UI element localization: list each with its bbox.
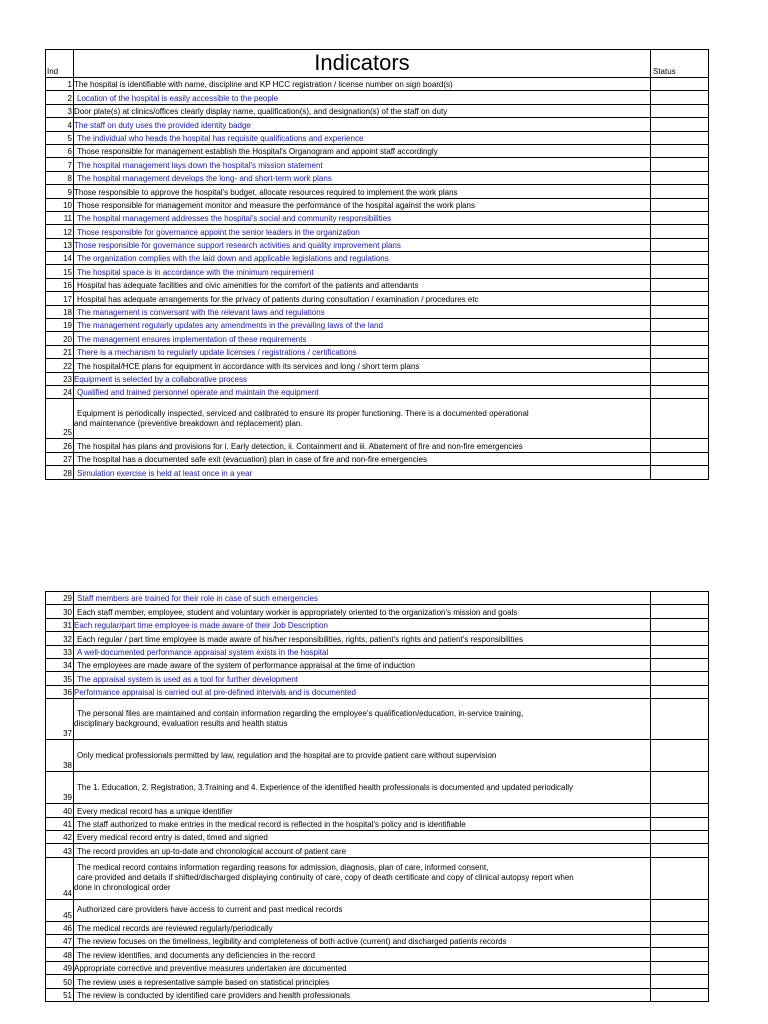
indicator-text: Staff members are trained for their role in case of such emergencies [74,592,651,605]
row-number: 9 [46,185,74,198]
table-row [46,658,709,671]
row-number: 48 [46,948,74,961]
indicator-text: The individual who heads the hospital has requisite qualifications and experience [74,131,651,144]
table-row [46,857,709,899]
indicators-table-2 [45,591,709,1002]
status-cell[interactable] [651,131,709,144]
status-cell[interactable] [651,185,709,198]
row-number: 50 [46,975,74,988]
table-row [46,699,709,740]
status-cell[interactable] [651,772,709,804]
status-cell[interactable] [651,319,709,332]
row-number: 11 [46,211,74,224]
status-cell[interactable] [651,225,709,238]
indicator-text: The hospital/HCE plans for equipment in accordance with its services and long / short term plans [74,359,651,372]
row-number: 22 [46,359,74,372]
table-row [46,345,709,358]
row-number: 38 [46,740,74,772]
status-cell[interactable] [651,618,709,631]
indicator-text [74,772,651,804]
table-row [46,632,709,645]
row-number: 3 [46,104,74,117]
table-row [46,618,709,631]
row-number: 31 [46,618,74,631]
status-cell[interactable] [651,385,709,398]
row-number: 7 [46,158,74,171]
status-cell[interactable] [651,118,709,131]
status-cell[interactable] [651,91,709,104]
status-cell[interactable] [651,921,709,934]
indicator-text: Hospital has adequate facilities and civic amenities for the comfort of the patients and attendants [74,278,651,291]
status-cell[interactable] [651,78,709,91]
indicator-text: The appraisal system is used as a tool for further development [74,672,651,685]
indicator-text: The hospital management addresses the hospital's social and community responsibilities [74,211,651,224]
table-row [46,740,709,772]
status-cell[interactable] [651,857,709,899]
row-number: 49 [46,961,74,974]
status-cell[interactable] [651,144,709,157]
status-cell[interactable] [651,211,709,224]
status-cell[interactable] [651,265,709,278]
row-number: 12 [46,225,74,238]
table-row [46,319,709,332]
indicator-text-line: Only medical professionals permitted by law, regulation and the hospital are to provide patient care without supervision [77,750,497,760]
row-number: 47 [46,935,74,948]
table-row [46,332,709,345]
table-row [46,685,709,698]
status-cell[interactable] [651,605,709,618]
table-row [46,988,709,1001]
indicator-text: The hospital has a documented safe exit (evacuation) plan in case of fire and non-fire emergencies [74,452,651,465]
indicator-text-line: The 1. Education, 2. Registration, 3.Training and 4. Experience of the identified health professionals is documented and updated periodically [77,782,574,792]
indicator-text: The review uses a representative sample based on statistical principles [74,975,651,988]
table-row [46,104,709,117]
status-cell[interactable] [651,198,709,211]
table-row [46,899,709,921]
indicator-text: The management regularly updates any amendments in the prevailing laws of the land [74,319,651,332]
status-cell[interactable] [651,359,709,372]
row-number: 39 [46,772,74,804]
row-number: 51 [46,988,74,1001]
row-number: 14 [46,252,74,265]
indicator-text [74,857,651,899]
table-row [46,605,709,618]
status-cell[interactable] [651,830,709,843]
table-row [46,211,709,224]
status-header: Status [651,50,709,78]
indicator-text: The staff authorized to make entries in the medical record is reflected in the hospital's policy and is identifiable [74,817,651,830]
table-row [46,961,709,974]
status-cell[interactable] [651,699,709,740]
row-number: 36 [46,685,74,698]
status-cell[interactable] [651,935,709,948]
indicator-text: Those responsible to approve the hospital's budget, allocate resources required to implement the work plans [74,185,651,198]
table-row [46,252,709,265]
table-row [46,975,709,988]
indicator-text-line: disciplinary background, evaluation results and health status [74,719,288,729]
indicator-text: The management is conversant with the relevant laws and regulations [74,305,651,318]
indicator-text: Simulation exercise is held at least once in a year [74,466,651,479]
indicator-text-line: The personal files are maintained and contain information regarding the employee's qualification/education, in-service training, [77,709,524,719]
row-number: 27 [46,452,74,465]
indicator-text [74,740,651,772]
indicator-text [74,399,651,439]
indicator-text [74,899,651,921]
table-row [46,804,709,817]
row-number: 46 [46,921,74,934]
status-cell[interactable] [651,104,709,117]
status-cell[interactable] [651,158,709,171]
row-number: 45 [46,899,74,921]
indicators-title: Indicators [74,50,651,78]
table-row [46,198,709,211]
row-number: 30 [46,605,74,618]
indicator-text: Those responsible for management monitor and measure the performance of the hospital against the work plans [74,198,651,211]
table-row [46,830,709,843]
indicator-text: The medical records are reviewed regularly/periodically [74,921,651,934]
row-number: 29 [46,592,74,605]
indicator-text: Hospital has adequate arrangements for the privacy of patients during consultation / examination / procedures etc [74,292,651,305]
table-row [46,238,709,251]
table-row [46,385,709,398]
indicator-text: There is a mechanism to regularly update licenses / registrations / certifications [74,345,651,358]
row-number: 20 [46,332,74,345]
row-number: 10 [46,198,74,211]
table-row [46,185,709,198]
table-row [46,292,709,305]
indicator-text: Each regular / part time employee is made aware of his/her responsibilities, rights, patient's rights and patient's responsibilities [74,632,651,645]
status-cell[interactable] [651,804,709,817]
indicator-text-line: and maintenance (preventive breakdown and replacement) plan. [74,418,303,428]
indicator-text: Location of the hospital is easily accessible to the people [74,91,651,104]
table-row [46,305,709,318]
table-row [46,131,709,144]
indicator-text: The review identifies, and documents any deficiencies in the record [74,948,651,961]
table-row [46,645,709,658]
row-number: 17 [46,292,74,305]
row-number: 19 [46,319,74,332]
status-cell[interactable] [651,740,709,772]
table-row [46,225,709,238]
table-row [46,158,709,171]
indicator-text: The hospital space is in accordance with the minimum requirement [74,265,651,278]
status-cell[interactable] [651,844,709,857]
table-row [46,817,709,830]
row-number: 16 [46,278,74,291]
indicator-text: Each regular/part time employee is made aware of their Job Description [74,618,651,631]
status-cell[interactable] [651,592,709,605]
table-row [46,466,709,479]
table-row [46,399,709,439]
table-row [46,359,709,372]
indicator-text: A well-documented performance appraisal system exists in the hospital [74,645,651,658]
row-number: 4 [46,118,74,131]
table-row [46,265,709,278]
indicator-text: The hospital has plans and provisions for i. Early detection, ii. Containment and iii. Abatement of fire and non-fire emergencies [74,439,651,452]
row-number: 42 [46,830,74,843]
indicator-text: Qualified and trained personnel operate and maintain the equipment [74,385,651,398]
indicator-text: The hospital is identifiable with name, discipline and KP HCC registration / license number on sign board(s) [74,78,651,91]
indicator-text-line: The medical record contains information regarding reasons for admission, diagnosis, plan of care, informed consent, [77,863,489,873]
indicator-text: The review focuses on the timeliness, legibility and completeness of both active (current) and discharged patients records [74,935,651,948]
status-cell[interactable] [651,645,709,658]
status-cell[interactable] [651,332,709,345]
status-cell[interactable] [651,238,709,251]
row-number: 25 [46,399,74,439]
table-row [46,672,709,685]
row-number: 15 [46,265,74,278]
table-row [46,91,709,104]
header-row [46,50,709,78]
indicator-text: The organization complies with the laid down and applicable legislations and regulations [74,252,651,265]
row-number: 6 [46,144,74,157]
indicator-text: Performance appraisal is carried out at pre-defined intervals and is documented [74,685,651,698]
row-number: 40 [46,804,74,817]
status-cell[interactable] [651,975,709,988]
indicator-text-line: care provided and details if shifted/discharged displaying continuity of care, copy of death certificate and copy of clinical autopsy report when [77,873,574,883]
row-number: 44 [46,857,74,899]
status-cell[interactable] [651,899,709,921]
table-row [46,144,709,157]
indicator-text [74,699,651,740]
indicator-text: The record provides an up-to-date and chronological account of patient care [74,844,651,857]
row-number: 35 [46,672,74,685]
indicator-text: The hospital management lays down the hospital's mission statement [74,158,651,171]
row-number: 41 [46,817,74,830]
status-cell[interactable] [651,372,709,385]
row-number: 23 [46,372,74,385]
status-cell[interactable] [651,658,709,671]
status-cell[interactable] [651,305,709,318]
status-cell[interactable] [651,345,709,358]
row-number: 24 [46,385,74,398]
ind-header: Ind [46,50,74,78]
table-row [46,439,709,452]
status-cell[interactable] [651,439,709,452]
status-cell[interactable] [651,252,709,265]
status-cell[interactable] [651,466,709,479]
indicator-text: The employees are made aware of the system of performance appraisal at the time of induction [74,658,651,671]
indicator-text-line: Equipment is periodically inspected, serviced and calibrated to ensure its proper functioning. There is a documented operational [77,408,529,418]
status-cell[interactable] [651,452,709,465]
status-cell[interactable] [651,948,709,961]
table-row [46,844,709,857]
status-cell[interactable] [651,278,709,291]
status-cell[interactable] [651,685,709,698]
row-number: 8 [46,171,74,184]
status-cell[interactable] [651,672,709,685]
table-row [46,948,709,961]
indicator-text: The hospital management develops the long- and short-term work plans [74,171,651,184]
table-row [46,78,709,91]
row-number: 32 [46,632,74,645]
row-number: 21 [46,345,74,358]
status-cell[interactable] [651,292,709,305]
table-row [46,278,709,291]
row-number: 1 [46,78,74,91]
table-row [46,372,709,385]
row-number: 28 [46,466,74,479]
row-number: 18 [46,305,74,318]
table-row [46,772,709,804]
indicators-table-1 [45,49,709,480]
row-number: 13 [46,238,74,251]
row-number: 2 [46,91,74,104]
table-row [46,452,709,465]
indicator-text: The staff on duty uses the provided identity badge [74,118,651,131]
row-number: 37 [46,699,74,740]
status-cell[interactable] [651,171,709,184]
indicator-text: The review is conducted by identified care providers and health professionals [74,988,651,1001]
indicator-text: Door plate(s) at clinics/offices clearly display name, qualification(s), and designation(s) of the staff on duty [74,104,651,117]
indicator-text: Every medical record entry is dated, timed and signed [74,830,651,843]
indicator-text-line: Authorized care providers have access to current and past medical records [77,905,343,915]
table-row [46,935,709,948]
table-row [46,171,709,184]
status-cell[interactable] [651,988,709,1001]
row-number: 26 [46,439,74,452]
indicator-text: Those responsible for governance support research activities and quality improvement plans [74,238,651,251]
status-cell[interactable] [651,632,709,645]
status-cell[interactable] [651,817,709,830]
indicator-text: The management ensures implementation of these requirements [74,332,651,345]
indicator-text: Appropriate corrective and preventive measures undertaken are documented [74,961,651,974]
indicator-text: Each staff member, employee, student and voluntary worker is appropriately oriented to the organization's mission and goals [74,605,651,618]
table-row [46,118,709,131]
status-cell[interactable] [651,961,709,974]
indicator-text: Those responsible for governance appoint the senior leaders in the organization [74,225,651,238]
status-cell[interactable] [651,399,709,439]
table-row [46,921,709,934]
row-number: 34 [46,658,74,671]
indicator-text: Equipment is selected by a collaborative process [74,372,651,385]
indicator-text: Those responsible for management establish the Hospital's Organogram and appoint staff accordingly [74,144,651,157]
row-number: 33 [46,645,74,658]
indicator-text: Every medical record has a unique identifier [74,804,651,817]
indicator-text-line: done in chronological order [74,883,171,893]
row-number: 5 [46,131,74,144]
table-row [46,592,709,605]
row-number: 43 [46,844,74,857]
